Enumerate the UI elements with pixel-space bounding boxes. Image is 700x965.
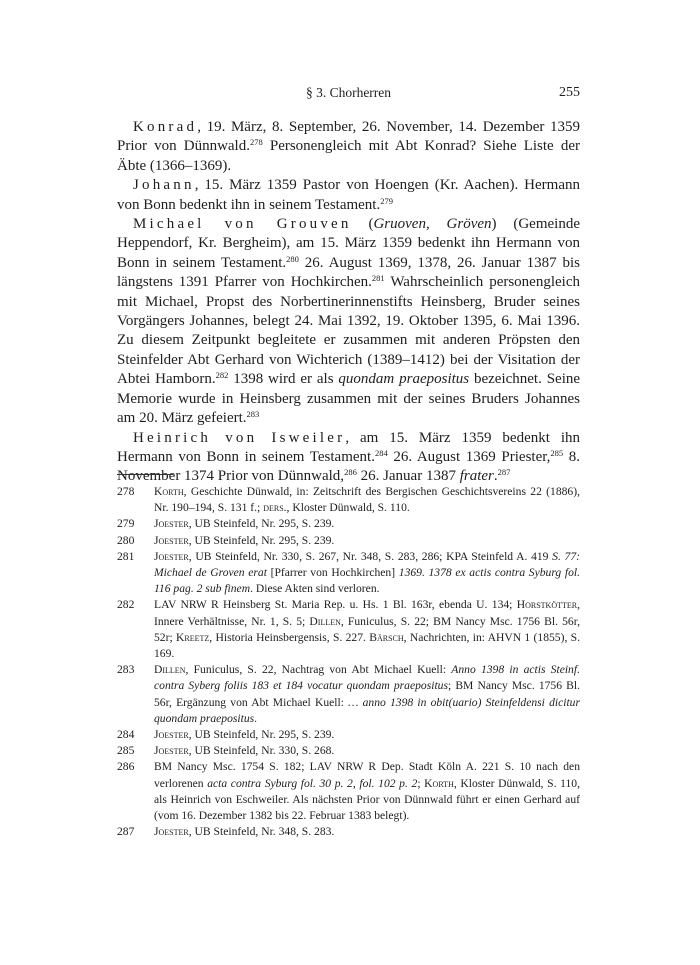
quotation: … anno 1398 in obit(uario) Steinfeldensi dicitur quondam praepositus: [154, 695, 580, 725]
quotation: acta contra Syburg fol. 30 p. 2, fol. 102 p. 2: [207, 776, 418, 790]
person-name: Heinrich von Isweiler: [133, 429, 346, 446]
entry-konrad: [117, 118, 580, 176]
footnotes: [117, 484, 580, 840]
entry-text: Wahrscheinlich personengleich mit Michael, Propst des Norbertinerinnenstifts Heinsberg, Bruder seines Vorgängers Johannes, belegt 24. Mai 1392, 19. Oktober 1395, 6. Mai 1396. Zu diesem Zeitpunkt begleitete er zusammen mit anderen Pröpsten den Steinfelder Abt Gerhard von Wichterich (1389–1412) bei der Visitation der Abtei Hamborn.: [117, 274, 580, 388]
author-name: Korth: [154, 485, 184, 498]
author-name: Joester: [154, 533, 189, 547]
footnote-ref: 281: [371, 273, 385, 284]
footnote-text: , UB Steinfeld, Nr. 295, S. 239.: [188, 728, 335, 742]
footnote-number: 283: [117, 663, 135, 677]
footnote-text: , Kloster Dünwald, S. 110, als Heinrich von Eschweiler. Als nächsten Prior von Dünnwald führt er einen Gerhard auf (vom 16. Dezember 1382 bis 22. Februar 1383 belegt).: [154, 776, 581, 823]
footnote-ref: 287: [497, 467, 511, 478]
footnote-text: .: [254, 711, 258, 725]
entry-heinrich: [117, 429, 580, 487]
footnote-ref: 283: [246, 409, 260, 420]
footnote-text: , UB Steinfeld, Nr. 330, S. 267, Nr. 348, S. 283, 286; KPA Steinfeld A. 419: [188, 549, 553, 563]
footnote-text: BM Nancy Msc. 1754 S. 182; LAV NRW R Dep. Stadt Köln A. 221 S. 10 nach den verlorenen: [154, 760, 580, 790]
footnote-text: , Historia Heinsbergensis, S. 227.: [209, 630, 370, 644]
footnote-ref: 279: [380, 195, 393, 206]
footnote-text: , Funiculus, S. 22; BM Nancy Msc. 1756 Bl. 56r, 52r;: [154, 614, 581, 644]
footnote-ref: 280: [286, 253, 299, 264]
quotation: S. 77: Michael de Groven erat: [154, 549, 580, 580]
person-name: Michael von Grouven: [133, 216, 352, 233]
entry-text: 26. Januar 1387: [356, 468, 460, 485]
person-name: Konrad: [133, 119, 198, 135]
footnote: [117, 516, 580, 532]
author-name: Joester: [154, 744, 189, 758]
footnote-number: 278: [117, 485, 135, 498]
entry-text: (Gemeinde Heppendorf, Kr. Bergheim), am 15. März 1359 bedenkt ihn Hermann von Bonn in seinem Testament.: [117, 216, 580, 271]
footnote-ref: 286: [344, 467, 357, 478]
entry-michael: [117, 215, 580, 428]
entry-text: 26. August 1369, 1378, 26. Januar 1387 bis längstens 1391 Pfarrer von Hochkirchen.: [117, 254, 580, 291]
footnote-ref: 278: [249, 137, 263, 148]
footnote-number: 285: [117, 744, 135, 758]
footnote-text: , Kloster Dünwald, S. 110.: [286, 501, 410, 515]
footnote: [117, 484, 580, 516]
entry-text: .: [493, 468, 498, 485]
entry-text: , am 15. März 1359 bedenkt ihn Hermann von Bonn in seinem Testament.: [117, 429, 580, 465]
footnote-text: , UB Steinfeld, Nr. 295, S. 239.: [188, 517, 335, 531]
footnote-number: 286: [117, 760, 135, 774]
footnote-number: 287: [117, 825, 135, 839]
footnote: [117, 597, 580, 662]
footnote-separator: [117, 474, 173, 475]
footnote-ref: 282: [215, 370, 229, 381]
footnote-text: , Nachrichten, in: AHVN 1 (1855), S. 169.: [154, 630, 581, 661]
footnote: [117, 824, 580, 840]
footnote: [117, 743, 580, 759]
latin-term: quondam praepositus: [338, 371, 470, 388]
footnote-text: , UB Steinfeld, Nr. 330, S. 268.: [188, 744, 335, 758]
author-name: Dillen: [154, 663, 186, 677]
entry-text: bezeichnet. Seine Memorie wurde in Heinsberg zusammen mit der seines Bruders Johannes am 20. März gefeiert.: [117, 371, 581, 427]
footnote-number: 280: [117, 533, 135, 547]
author-name: Joester: [154, 825, 189, 839]
footnote-text: , UB Steinfeld, Nr. 295, S. 239.: [188, 533, 335, 547]
author-name: Kreetz: [176, 630, 210, 644]
footnote-ref: 285: [550, 447, 564, 458]
footnote-text: ;: [417, 776, 425, 790]
footnote-number: 282: [117, 598, 135, 612]
name-variants: Gruoven, Gröven: [373, 216, 492, 233]
footnote-number: 284: [117, 728, 135, 742]
footnote-text: , UB Steinfeld, Nr. 348, S. 283.: [188, 825, 335, 839]
footnote-number: 279: [117, 517, 135, 531]
quotation: 1369. 1378 ex actis contra Syburg fol. 116 pag. 2 sub finem: [154, 566, 581, 596]
footnote-text: , Funiculus, S. 22, Nachtrag von Abt Michael Kuell:: [185, 663, 452, 677]
quotation: Anno 1398 in actis Steinf. contra Syberg foliis 183 et 184 vocatur quondam praepositus: [154, 663, 580, 693]
main-text: [117, 118, 580, 487]
footnote-number: 281: [117, 549, 135, 563]
section-title: § 3. Chorherren: [305, 85, 392, 100]
footnote: [117, 533, 580, 549]
footnote: [117, 549, 580, 598]
author-name: Horstkötter: [516, 598, 578, 612]
entry-text: 8. November 1374 Prior von Dünnwald,: [117, 448, 581, 485]
author-name: Korth: [424, 776, 454, 790]
footnote: [117, 727, 580, 743]
author-name: Bärsch: [369, 630, 404, 644]
footnote-text: , Innere Verhältnisse, Nr. 1, S. 5;: [154, 598, 580, 628]
footnote: [117, 759, 580, 824]
entry-text: 26. August 1369 Priester,: [387, 448, 551, 465]
author-name: Joester: [154, 517, 189, 531]
author-name: Joester: [154, 549, 189, 563]
author-name: Dillen: [309, 614, 341, 628]
footnote-text: [Pfarrer von Hochkirchen]: [266, 566, 399, 580]
entry-text: ): [491, 216, 497, 233]
footnote: [117, 662, 580, 727]
footnote-text: LAV NRW R Heinsberg St. Maria Rep. u. Hs. 1 Bl. 163r, ebenda U. 134;: [154, 598, 517, 612]
entry-text: 1398 wird er als: [228, 371, 339, 388]
entry-text: (: [351, 216, 374, 233]
footnote-text: . Diese Akten sind verloren.: [250, 582, 380, 596]
author-name: Joester: [154, 728, 189, 742]
footnote-text: ; BM Nancy Msc. 1756 Bl. 56r, Ergänzung von Abt Michael Kuell:: [154, 679, 580, 709]
running-header: [117, 85, 580, 105]
entry-text: , 19. März, 8. September, 26. November, 14. Dezember 1359 Prior von Dünnwald.: [117, 119, 580, 155]
entry-text: Personengleich mit Abt Konrad? Siehe Liste der Äbte (1366–1369).: [117, 138, 580, 174]
latin-term: frater: [459, 468, 494, 485]
entry-johann: [117, 176, 580, 215]
person-name: Johann: [133, 177, 195, 194]
author-name: ders.: [263, 501, 287, 515]
page-number: 255: [559, 85, 580, 100]
footnote-ref: 284: [374, 447, 388, 458]
footnote-text: , Geschichte Dünwald, in: Zeitschrift des Bergischen Geschichtsvereins 22 (1886), Nr. 190–194, S. 131 f.;: [154, 485, 580, 515]
entry-text: , 15. März 1359 Pastor von Hoengen (Kr. Aachen). Hermann von Bonn bedenkt ihn in seinem Testament.: [117, 177, 580, 213]
